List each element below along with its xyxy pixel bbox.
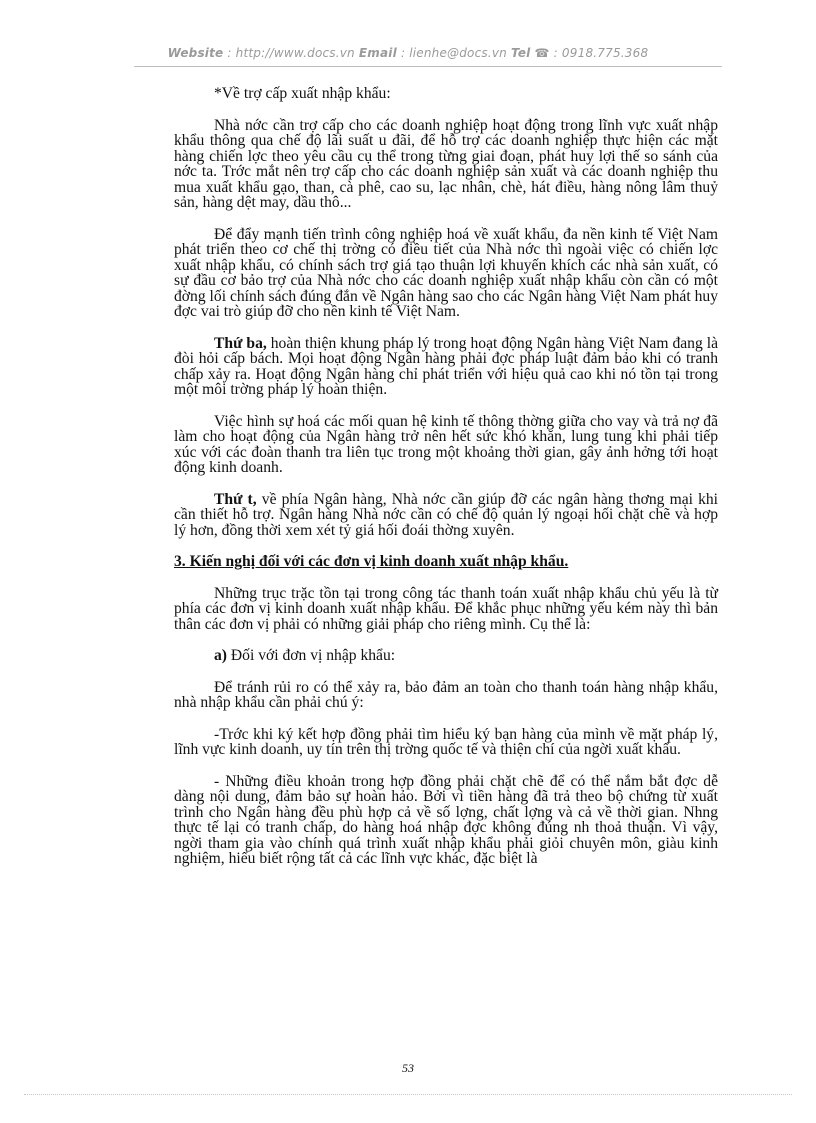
paragraph-subsidy-heading: *Về trợ cấp xuất nhập khẩu:	[214, 85, 391, 102]
document-body	[174, 86, 718, 883]
website-value: : http://www.docs.vn	[227, 46, 355, 60]
subsection-heading	[174, 648, 718, 664]
tel-label: Tel	[511, 46, 531, 60]
subsection-text: Đối với đơn vị nhập khẩu:	[227, 647, 396, 664]
page-header	[0, 46, 816, 60]
paragraph-lead: Thứ t,	[214, 490, 257, 508]
paragraph-lead: Thứ ba,	[214, 334, 267, 352]
paragraph	[174, 336, 718, 398]
paragraph-text: về phía Ngân hàng, Nhà nớc cần giúp đỡ các ngân hàng thơng mại khi cần thiết hỗ trợ. Ngân hàng Nhà nớc cần có chế độ quản lý ngoại hối chặt chẽ và hợp lý hơn, đồng thời xem xét tỷ giá hối đoái thờng xuyên.	[174, 490, 719, 539]
paragraph: -Trớc khi ký kết hợp đồng phải tìm hiểu ký bạn hàng của mình về mặt pháp lý, lĩnh vực kinh doanh, uy tín trên thị trờng quốc tế và thiện chí của ngời xuất khẩu.	[174, 725, 718, 758]
footer-divider	[24, 1094, 792, 1095]
tel-value: ☎ : 0918.775.368	[534, 46, 649, 60]
subsection-lead: a)	[214, 647, 227, 664]
page-number: 53	[402, 1061, 414, 1075]
paragraph: Để đẩy mạnh tiến trình công nghiệp hoá về xuất khẩu, đa nền kinh tế Việt Nam phát triển theo cơ chế thị trờng có điều tiết của Nhà nớc thì ngoài việc có chiến lợc xuất nhập khẩu, có chính sách trợ giá tạo thuận lợi khuyến khích các nhà sản xuất, có sự đầu cơ bảo trợ của Nhà nớc cho các doanh nghiệp xuất nhập khẩu còn cần có một đờng lối chính sách đúng đắn về Ngân hàng sao cho các Ngân hàng Việt Nam phát huy đợc vai trò giúp đỡ cho nền kinh tế Việt Nam.	[174, 225, 718, 320]
paragraph	[174, 492, 718, 539]
email-label: Email	[358, 46, 397, 60]
email-value: : lienhe@docs.vn	[400, 46, 507, 60]
header-divider	[134, 66, 722, 67]
website-label: Website	[167, 46, 224, 60]
paragraph: Việc hình sự hoá các mối quan hệ kinh tế thông thờng giữa cho vay và trả nợ đã làm cho hoạt động của Ngân hàng trở nên hết sức khó khăn, lung tung khi phải tiếp xúc với các đoàn thanh tra liên tục trong một khoảng thời gian, gây ảnh hởng tới hoạt động kinh doanh.	[174, 412, 718, 476]
paragraph: - Những điều khoản trong hợp đồng phải chặt chẽ để có thể nắm bắt đợc dễ dàng nội dung, đảm bảo sự hoàn hảo. Bởi vì tiền hàng đã trả theo bộ chứng từ xuất trình cho Ngân hàng đều phù hợp cả về số lợng, chất lợng và cả về thời gian. Nhng thực tế lại có tranh chấp, do hàng hoá nhập đợc không đúng nh thoả thuận. Vì vậy, ngời tham gia vào chính quá trình xuất nhập khẩu phải giỏi chuyên môn, giàu kinh nghiệm, hiểu biết rộng tất cả các lĩnh vực khác, đặc biệt là	[174, 772, 718, 867]
section-heading: 3. Kiến nghị đối với các đơn vị kinh doanh xuất nhập khẩu.	[174, 553, 569, 570]
paragraph-text: hoàn thiện khung pháp lý trong hoạt động Ngân hàng Việt Nam đang là đòi hỏi cấp bách. Mọi hoạt động Ngân hàng phải đợc pháp luật đảm bảo khi có tranh chấp xảy ra. Hoạt động Ngân hàng chỉ phát triển với hiệu quả cao khi nó tồn tại trong một môi trờng pháp lý hoàn thiện.	[174, 334, 718, 398]
paragraph: Để tránh rủi ro có thể xảy ra, bảo đảm an toàn cho thanh toán hàng nhập khẩu, nhà nhập khẩu cần phải chú ý:	[174, 678, 718, 711]
paragraph: Nhà nớc cần trợ cấp cho các doanh nghiệp hoạt động trong lĩnh vực xuất nhập khẩu thông qua chế độ lãi suất u đãi, để hỗ trợ các doanh nghiệp thực hiện các mặt hàng chiến lợc theo yêu cầu cụ thể trong từng giai đoạn, phát huy lợi thế so sánh của nớc ta. Trớc mắt nên trợ cấp cho các doanh nghiệp sản xuất và các doanh nghiệp thu mua xuất khẩu gạo, than, cà phê, cao su, lạc nhân, chè, hát điều, hàng nông lâm thuỷ sản, hàng dệt may, dầu thô...	[174, 116, 718, 211]
paragraph: Những trục trặc tồn tại trong công tác thanh toán xuất nhập khẩu chủ yếu là từ phía các đơn vị kinh doanh xuất nhập khẩu. Để khắc phục những yếu kém này thì bản thân các đơn vị phải có những giải pháp cho riêng mình. Cụ thể là:	[174, 584, 718, 633]
